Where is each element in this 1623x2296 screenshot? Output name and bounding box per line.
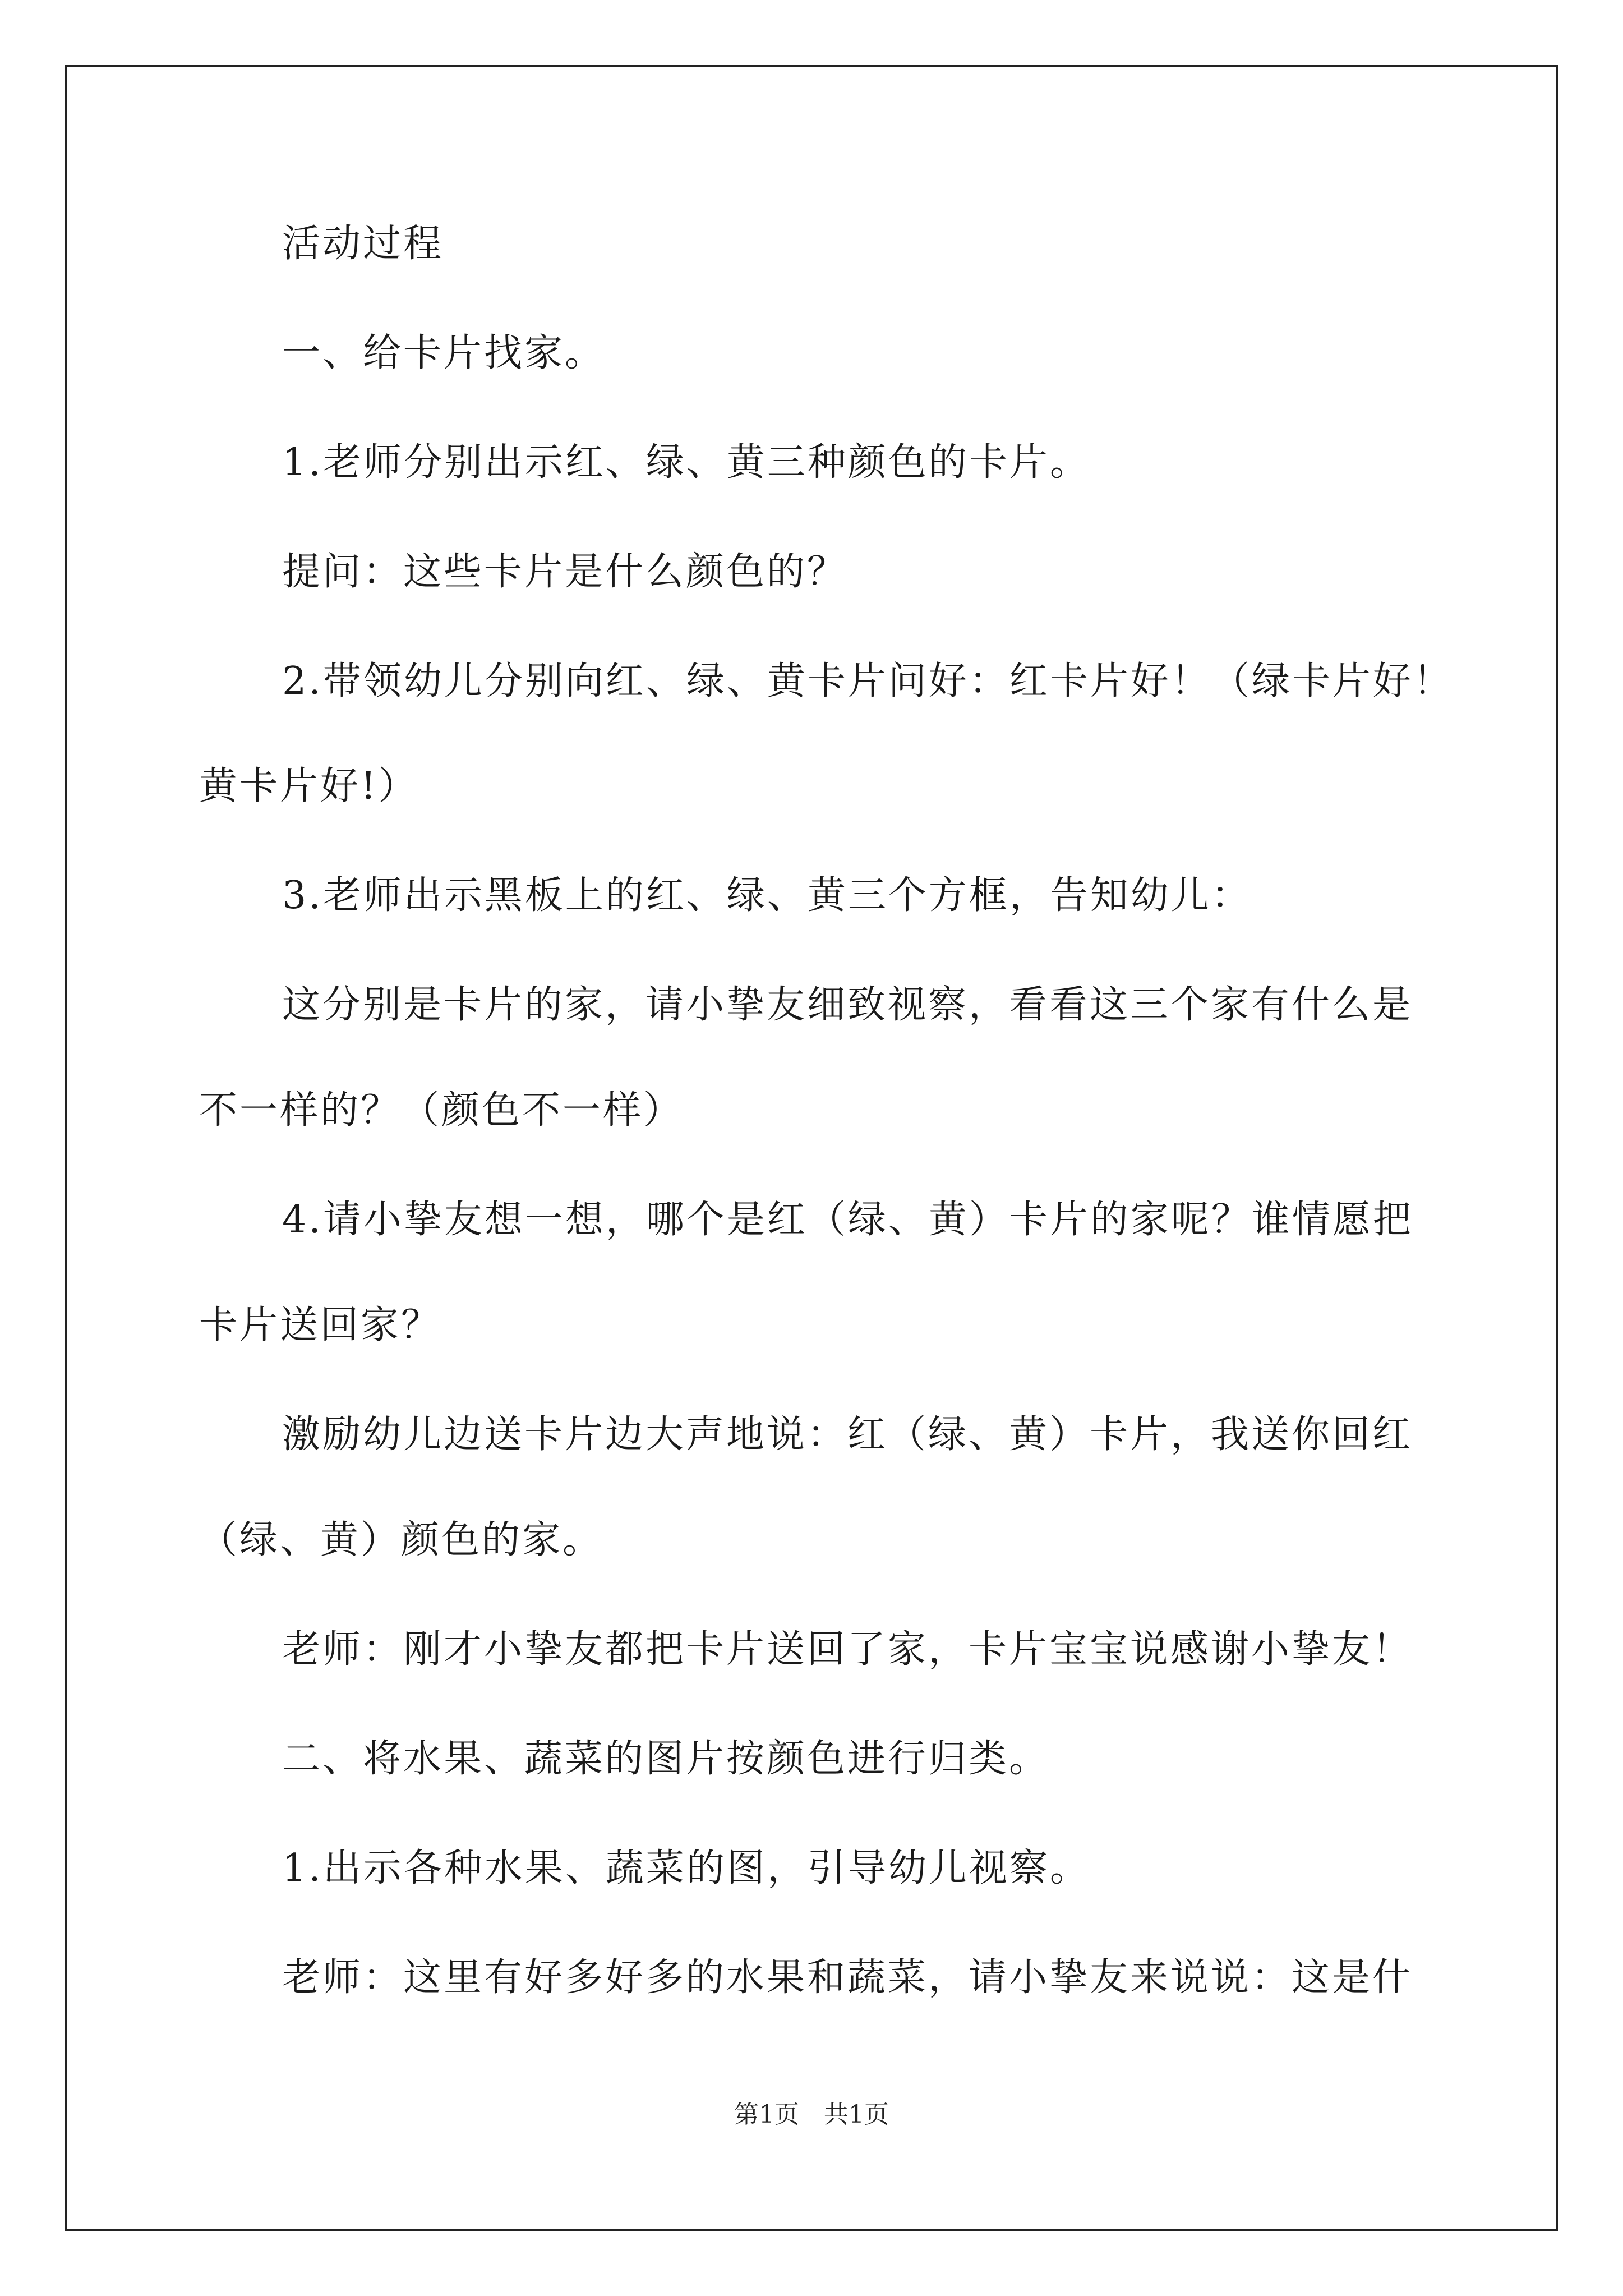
paragraph-line: 激励幼儿边送卡片边大声地说：红（绿、黄）卡片，我送你回红 [282,1412,1413,1457]
paragraph-line: 老师：刚才小挚友都把卡片送回了家，卡片宝宝说感谢小挚友！ [282,1627,1413,1672]
paragraph-line: 1.出示各种水果、蔬菜的图，引导幼儿视察。 [282,1846,1090,1890]
paragraph-line: （绿、黄）颜色的家。 [199,1518,603,1562]
paragraph-line: 3.老师出示黑板上的红、绿、黄三个方框，告知幼儿： [282,873,1252,918]
page-footer: 第1页 共1页 [734,2100,889,2129]
paragraph-line: 黄卡片好!） [199,764,419,808]
section-heading-two: 二、将水果、蔬菜的图片按颜色进行归类。 [282,1737,1050,1781]
paragraph-line: 不一样的？（颜色不一样） [199,1088,684,1133]
section-heading-activity-process: 活动过程 [282,222,444,266]
paragraph-line: 1.老师分别出示红、绿、黄三种颜色的卡片。 [282,440,1090,485]
paragraph-line: 4.请小挚友想一想，哪个是红（绿、黄）卡片的家呢？谁情愿把 [282,1198,1413,1242]
paragraph-line: 提问：这些卡片是什么颜色的？ [282,550,848,594]
page-border [65,65,1558,2231]
paragraph-line: 卡片送回家？ [199,1303,442,1347]
paragraph-line: 老师：这里有好多好多的水果和蔬菜，请小挚友来说说：这是什 [282,1955,1413,2000]
section-heading-one: 一、给卡片找家。 [282,331,606,375]
paragraph-line: 2.带领幼儿分别向红、绿、黄卡片问好：红卡片好！（绿卡片好！ [282,659,1454,703]
paragraph-line: 这分别是卡片的家，请小挚友细致视察，看看这三个家有什么是 [282,983,1413,1027]
